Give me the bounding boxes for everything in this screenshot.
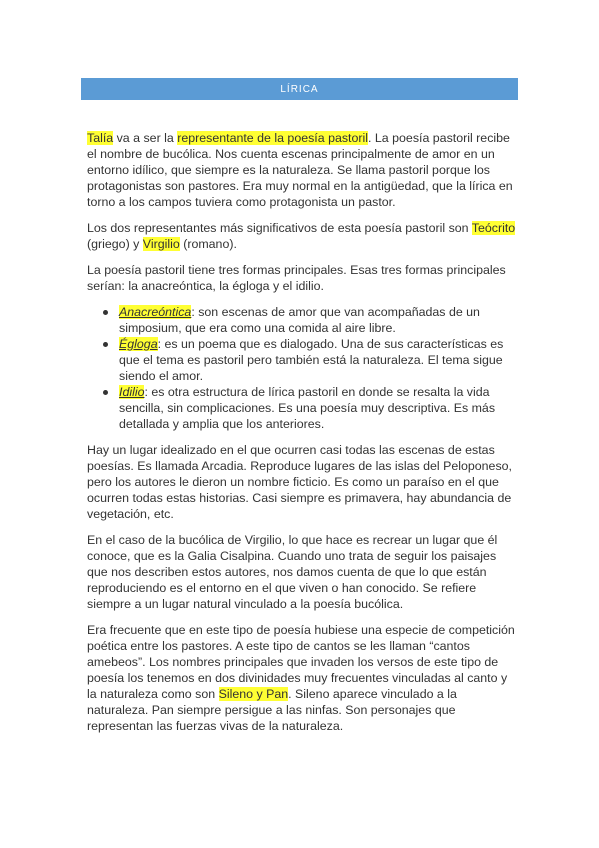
section-header bbox=[81, 78, 518, 100]
list-item-anacreontica bbox=[119, 304, 519, 336]
list-item-idilio bbox=[119, 384, 519, 432]
document-body bbox=[87, 130, 519, 744]
list-item-egloga bbox=[119, 336, 519, 384]
paragraph-representantes bbox=[87, 220, 519, 252]
list-item-text: : es un poema que es dialogado. Una de sus características es que el tema es pastoril pero también está la naturaleza. El tema sigue siendo el amor. bbox=[119, 337, 504, 383]
list-item-text: : son escenas de amor que van acompañadas de un simposium, que era como una comida al aire libre. bbox=[119, 305, 480, 335]
highlight-teocrito: Teócrito bbox=[471, 221, 516, 235]
term-egloga: Égloga bbox=[119, 337, 158, 351]
highlight-talia: Talía bbox=[87, 131, 114, 145]
paragraph-cantos-amebeos bbox=[87, 622, 519, 734]
text-run: . La poesía pastoril recibe el nombre de bucólica. Nos cuenta escenas principalmente de amor en un entorno idílico, que siempre es la naturaleza. Se llama pastoril porque los protagonistas son pastores. Era muy normal en la antigüedad, que la lírica en torno a los campos tuviera como protagonista un pastor. bbox=[87, 131, 513, 209]
text-run: Hay un lugar idealizado en el que ocurren casi todas las escenas de estas poesías. Es llamada Arcadia. Reproduce lugares de las islas del Peloponeso, pero los autores le dieron un nombre ficticio. Es como un paraíso en el que ocurren todas estas historias. Casi siempre es primavera, hay abundancia de vegetación, etc. bbox=[87, 443, 512, 521]
text-run: Los dos representantes más significativos de esta poesía pastoril son bbox=[87, 221, 472, 235]
paragraph-talia bbox=[87, 130, 519, 210]
paragraph-formas bbox=[87, 262, 519, 294]
highlight-virgilio: Virgilio bbox=[142, 237, 180, 251]
text-run: va a ser la bbox=[113, 131, 178, 145]
text-run: (griego) y bbox=[87, 237, 143, 251]
forms-list bbox=[87, 304, 519, 432]
text-run: En el caso de la bucólica de Virgilio, lo que hace es recrear un lugar que él conoce, que es la Galia Cisalpina. Cuando uno trata de seguir los paisajes que nos describen estos autores, nos damos cuenta de que lo que están reproduciendo es el entorno en el que viven o han conocido. Se refiere siempre a un lugar natural vinculado a la poesía bucólica. bbox=[87, 533, 498, 611]
text-run: (romano). bbox=[179, 237, 237, 251]
term-anacreontica: Anacreóntica bbox=[119, 305, 192, 319]
text-run: . Sileno aparece vinculado a la naturaleza. Pan siempre persigue a las ninfas. Son personajes que representan las fuerzas vivas de la naturaleza. bbox=[87, 687, 457, 733]
term-idilio: Idilio bbox=[119, 385, 145, 399]
list-item-text: : es otra estructura de lírica pastoril en donde se resalta la vida sencilla, sin complicaciones. Es una poesía muy descriptiva. Es más detallada y amplia que los anteriores. bbox=[119, 385, 496, 431]
paragraph-virgilio bbox=[87, 532, 519, 612]
paragraph-arcadia bbox=[87, 442, 519, 522]
highlight-representante: representante de la poesía pastoril bbox=[177, 131, 369, 145]
text-run: Era frecuente que en este tipo de poesía hubiese una especie de competición poética entre los pastores. A este tipo de cantos se les llaman “cantos amebeos”. Los nombres principales que invaden los versos de este tipo de poesía los tenemos en dos divinidades muy frecuentes vinculadas al canto y la naturaleza como son bbox=[87, 623, 515, 701]
text-run: La poesía pastoril tiene tres formas principales. Esas tres formas principales serían: la anacreóntica, la égloga y el idilio. bbox=[87, 263, 506, 293]
section-title: LÍRICA bbox=[280, 83, 319, 95]
highlight-sileno-pan: Sileno y Pan bbox=[218, 687, 289, 701]
